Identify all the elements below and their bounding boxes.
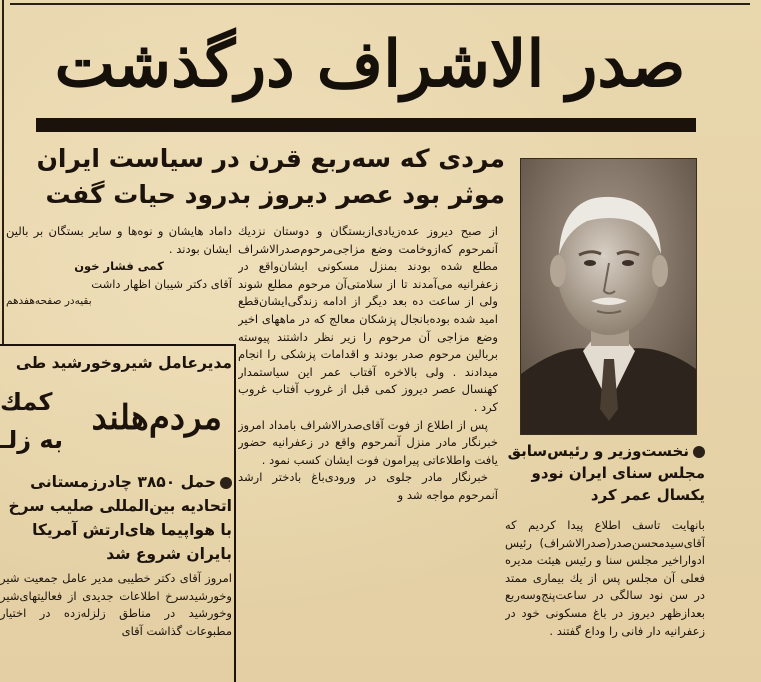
left-paragraph: آقای دکتر شیبان اظهار داشت <box>91 276 232 291</box>
side-box-headline: مدیرعامل شیروخورشید طی <box>15 354 232 372</box>
headline-rule <box>36 118 696 132</box>
subheadline-line2: موثر بود عصر دیروز بدرود حیات گفت <box>45 180 505 209</box>
portrait-photo <box>520 158 697 435</box>
left-subheading: کمی فشار خون <box>74 259 164 274</box>
bullet-icon <box>220 477 232 489</box>
side-box-subheadline: حمل ۳۸۵۰ چادرزمستانی اتحادیه بین‌المللی صلیب سرخ با هواپیما های‌ارتش آمریکا بایران شروع شد <box>8 473 232 563</box>
big-word: کمك <box>0 388 53 416</box>
side-box-paragraph: امروز آقای دکتر خطیبی مدیر عامل جمعیت شیر وخورشیدسرخ اطلاعات جدیدی از فعالیتهای‌شیر وخورشید در مناطق زلزله‌زده در اختیار مطبوعات گذاشت آقای <box>0 571 232 638</box>
center-paragraph: از صبح دیروز عده‌زیادی‌ازبستگان و دوستان نزدیك آنمرحوم که‌ازوخامت وضع مزاجی‌مرحوم‌صدرالاشراف مطلع شده بودند بمنزل مسکونی ایشان‌واقع در زعفرانیه می‌آمدند تا از سلامتی‌آن مرحوم مطلع شوند ولی از ساعت ده بعد دیگر از ادامه زندگی‌ایشان‌قطع امید شده بوده‌بانجال پزشکان معالج که در ماههای اخیر وضع مزاجی آن مرحوم را زیر نظر داشتند پیوسته بربالین مرحوم صدر بودند و اقدامات پزشکی را انجام میدادند . ولی بالاخره آفتاب عمر این سیاستمدار کهنسال عصر دیروز کمی قبل از غروب آفتاب غروب کرد . <box>238 224 498 414</box>
right-column <box>505 517 705 682</box>
center-column <box>238 223 498 678</box>
side-box-top-rule <box>0 344 236 346</box>
center-paragraph: پس از اطلاع از فوت آقای‌صدر‌الاشراف بامداد امروز خبرنگار مادر منزل آنمرحوم واقع در زعفرانیه حضور یافت واطلاعاتی پیرامون فوت ایشان کسب نمود . <box>238 417 498 467</box>
right-paragraph: بانهایت تاسف اطلاع پیدا کردیم که آقای‌سیدمحسن‌صدر(صدرالاشراف) رئیس ادوار‌اخیر مجلس سنا و رئیس هیئت مدیره فعلی آن مجلس پس از یك بیماری ممتد در سن نود سالگی در ساعت‌پنج‌وسه‌ربع بعدازظهر دیروز در باغ مسکونی خود در زعفرانیه دار فانی را وداع گفتند . <box>505 518 705 638</box>
bullet-icon <box>693 446 705 458</box>
side-box-right-rule <box>234 344 236 682</box>
portrait-image <box>521 159 696 434</box>
big-word: به زلـ <box>0 426 63 454</box>
photo-caption: نخست‌وزیر و رئیس‌سابق مجلس سنای ایران نودو یکسال عمر کرد <box>507 442 705 504</box>
top-rule <box>10 3 750 5</box>
big-word: مردم‌هلند <box>91 398 222 438</box>
left-column-border <box>2 0 4 345</box>
side-box-big-headline <box>0 378 232 468</box>
continued-note: بقیه‌در صفحه‌هفدهم <box>6 295 92 308</box>
side-box-body <box>0 570 232 682</box>
left-paragraph: داماد هایشان و نوه‌ها و سایر بستگان بر بالین ایشان بودند . <box>6 224 232 256</box>
main-headline: صدر الاشراف درگذشت <box>54 27 686 102</box>
center-paragraph: خبرنگار مادر جلوی در ورودی‌باغ بادختر ارشد آنمرحوم مواجه شد و <box>238 470 498 502</box>
left-column-top <box>6 223 232 338</box>
subheadline-line1: مردی که سه‌ربع قرن در سیاست ایران <box>36 144 505 173</box>
